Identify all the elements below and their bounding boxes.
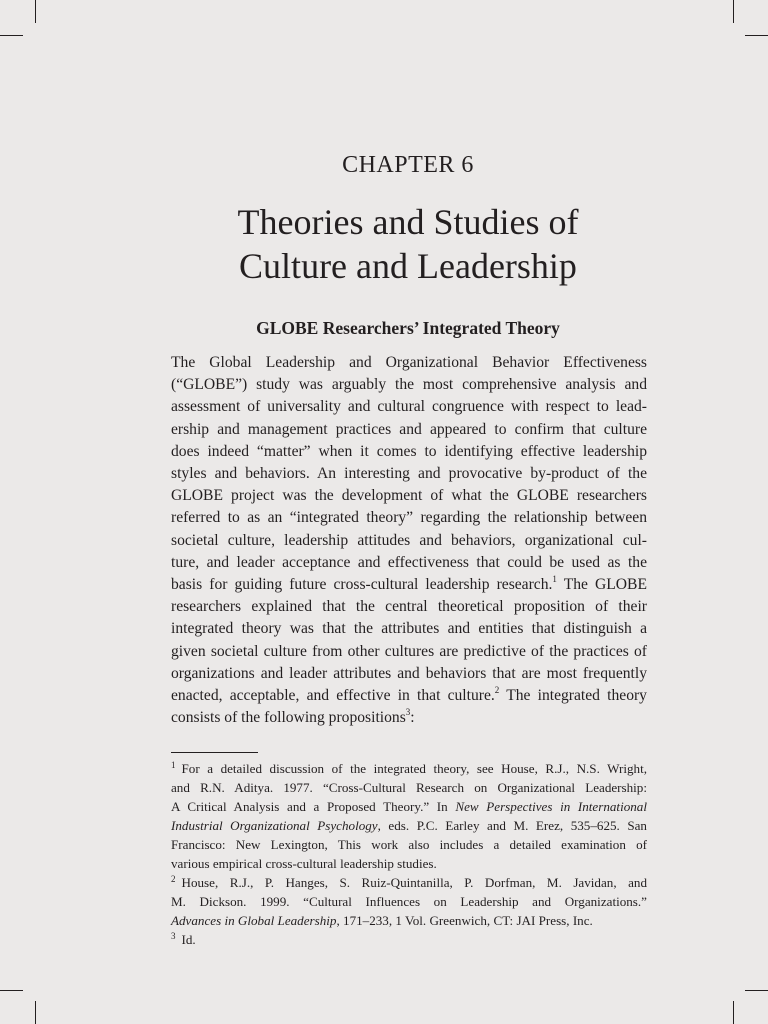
crop-mark [0, 35, 23, 36]
footnote-line [171, 911, 647, 930]
footnote-mark: 2 [171, 873, 176, 884]
footnote-text: House, R.J., P. Hanges, S. Ruiz-Quintanilla, P. Dorfman, M. Javidan, and [181, 875, 647, 890]
footnote-text: , 171–233, 1 Vol. Greenwich, CT: JAI Press, Inc. [336, 913, 593, 928]
footnote-line: and R.N. Aditya. 1977. “Cross-Cultural Research on Organizational Leadership: [171, 780, 647, 795]
body-text-run: The GLOBE [563, 576, 647, 594]
footnote-italic: New Perspectives in International [455, 799, 647, 814]
crop-mark [733, 0, 734, 23]
body-line: referred to as an “integrated theory” regarding the relationship between [171, 509, 647, 527]
footnote-ref[interactable]: 1 [552, 573, 557, 584]
body-line: researchers explained that the central theoretical proposition of their [171, 598, 647, 616]
section-heading: GLOBE Researchers’ Integrated Theory [256, 318, 560, 338]
body-line: (“GLOBE”) study was arguably the most comprehensive analysis and [171, 376, 647, 394]
footnote-line [171, 816, 647, 835]
footnotes [171, 759, 647, 949]
chapter-label: CHAPTER 6 [342, 152, 474, 178]
crop-mark [745, 990, 768, 991]
body-line [171, 685, 647, 707]
body-line: societal culture, leadership attitudes and behaviors, organizational cul- [171, 531, 647, 549]
body-text-run: basis for guiding future cross-cultural leadership research. [171, 576, 553, 594]
body-text-run: consists of the following propositions [171, 709, 406, 727]
footnote-mark: 1 [171, 759, 176, 770]
footnote-line: Francisco: New Lexington, This work also includes a detailed examination of [171, 837, 647, 852]
footnote-line [171, 797, 647, 816]
body-line: GLOBE project was the development of what the GLOBE researchers [171, 487, 647, 505]
body-line: given societal culture from other cultures are predictive of the practices of [171, 642, 647, 660]
footnote-italic: Advances in Global Leadership [171, 913, 337, 928]
crop-mark [35, 1001, 36, 1024]
crop-mark [745, 35, 768, 36]
footnote-italic: Industrial Organizational Psychology [171, 818, 378, 833]
body-line: does indeed “matter” when it comes to identifying effective leadership [171, 442, 647, 460]
footnote-text: A Critical Analysis and a Proposed Theory.” In [171, 799, 448, 814]
crop-mark [733, 1001, 734, 1024]
footnote-1 [171, 759, 647, 778]
footnote-3 [171, 930, 647, 949]
body-line [171, 707, 647, 729]
footnote-text: For a detailed discussion of the integrated theory, see House, R.J., N.S. Wright, [181, 761, 647, 776]
footnote-divider [171, 752, 258, 753]
footnote-2 [171, 873, 647, 892]
body-text-run: : [410, 709, 415, 727]
footnote-line: M. Dickson. 1999. “Cultural Influences on Leadership and Organizations.” [171, 894, 647, 909]
crop-mark [0, 990, 23, 991]
body-text-run: enacted, acceptable, and effective in that culture. [171, 687, 495, 705]
body-line [171, 574, 647, 596]
body-line: organizations and leader attributes and behaviors that are most frequently [171, 664, 647, 682]
body-paragraph [171, 352, 647, 729]
body-line: ture, and leader acceptance and effectiveness that could be used as the [171, 553, 647, 571]
body-text-run: The integrated theory [506, 687, 647, 705]
footnote-text: , eds. P.C. Earley and M. Erez, 535–625. San [377, 818, 647, 833]
footnote-ref[interactable]: 3 [405, 707, 411, 718]
chapter-title-line: Theories and Studies of [237, 202, 579, 242]
body-line: assessment of universality and cultural congruence with respect to lead- [171, 398, 647, 416]
footnote-ref[interactable]: 2 [494, 684, 500, 695]
body-line: ership and management practices and appeared to confirm that culture [171, 420, 647, 438]
body-line: integrated theory was that the attributes and entities that distinguish a [171, 620, 647, 638]
footnote-text: Id. [181, 932, 196, 947]
footnote-line: various empirical cross-cultural leadership studies. [171, 856, 437, 871]
chapter-title [0, 200, 768, 288]
body-line: styles and behaviors. An interesting and provocative by-product of the [171, 465, 647, 483]
chapter-title-line: Culture and Leadership [239, 246, 577, 286]
body-line: The Global Leadership and Organizational Behavior Effectiveness [171, 354, 647, 371]
footnote-mark: 3 [171, 930, 176, 941]
crop-mark [35, 0, 36, 23]
